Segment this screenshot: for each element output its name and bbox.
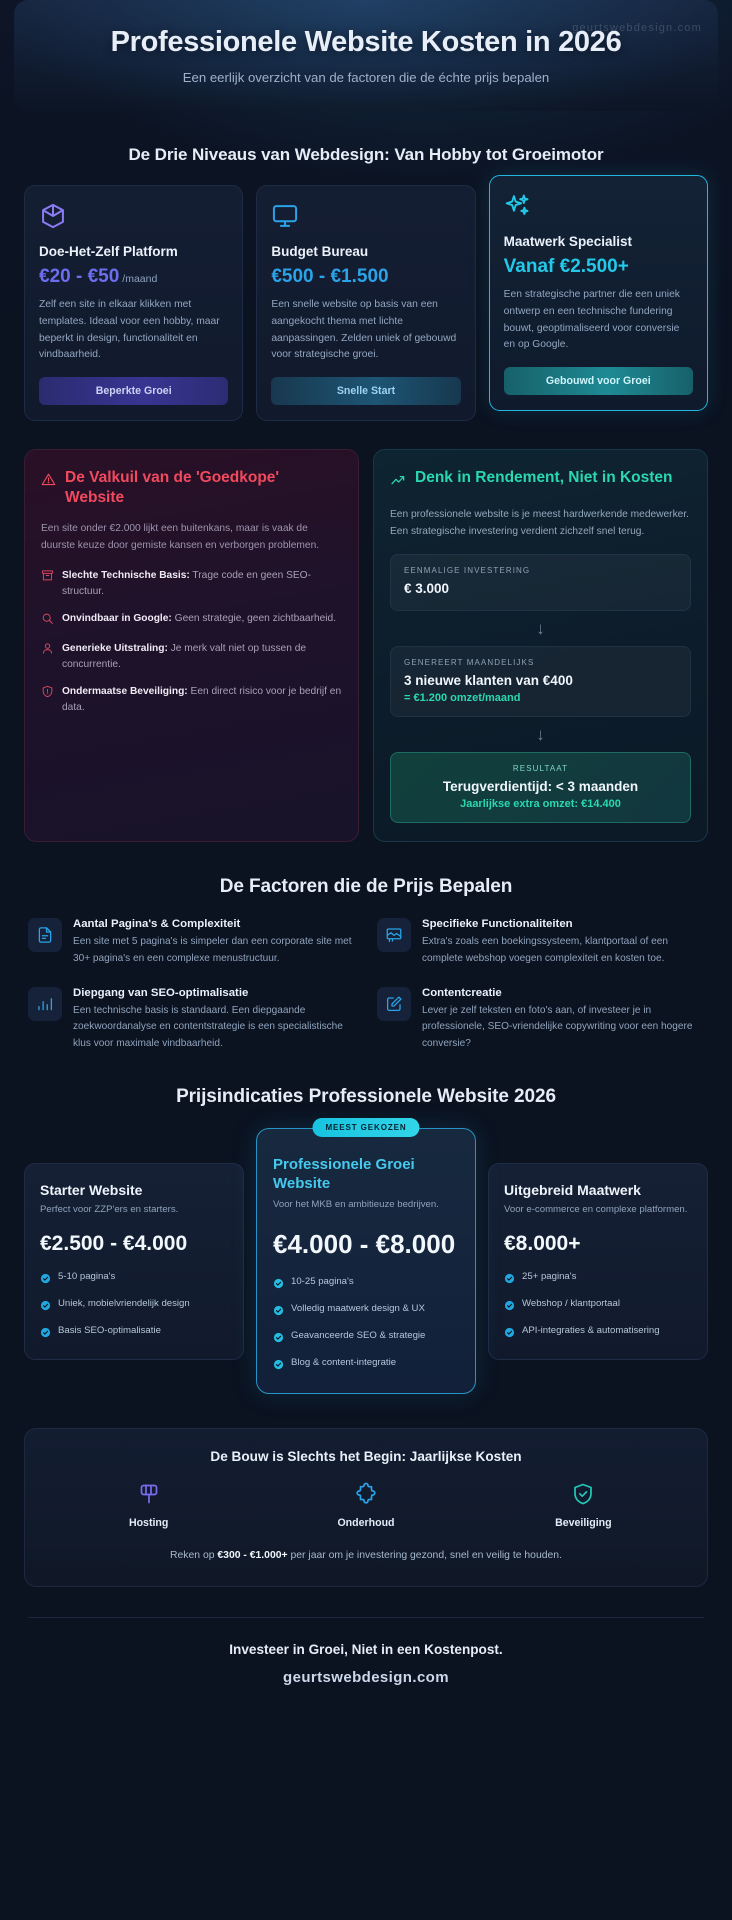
danger-panel xyxy=(24,449,359,842)
factor-text: Extra's zoals een boekingssysteem, klantportaal of een complete webshop voegen complexiteit en kosten toe. xyxy=(422,936,668,964)
pricing-feature: Geavanceerde SEO & strategie xyxy=(273,1329,459,1348)
factor-title: Contentcreatie xyxy=(422,986,502,999)
tier-name: Doe-Het-Zelf Platform xyxy=(39,244,178,260)
risk-text: Ondermaatse Beveiliging: Een direct risico voor je bedrijf en data. xyxy=(62,686,342,713)
pricing-card-name: Uitgebreid Maatwerk xyxy=(504,1181,641,1198)
cube-icon xyxy=(39,202,228,230)
check-circle-icon xyxy=(504,1325,515,1343)
tier-description: Een strategische partner die een uniek ontwerp en een technische fundering bouwt, geoptimaliseerd voor conversie en op Google. xyxy=(503,289,680,351)
pricing-card-price: €2.500 - €4.000 xyxy=(40,1232,188,1256)
factor-text: Een technische basis is standaard. Een diepgaande zoekwoordanalyse en contentstrategie is een specialistische klus voor maximale vindbaarheid. xyxy=(73,1004,343,1049)
trend-up-icon xyxy=(390,472,406,493)
check-circle-icon xyxy=(273,1276,284,1294)
recurring-note: Reken op €300 - €1.000+ per jaar om je investering gezond, snel en veilig te houden. xyxy=(170,1550,562,1562)
footer-domain: geurtswebdesign.com xyxy=(283,1669,449,1687)
factor-item-functionality xyxy=(377,918,704,967)
tier-name: Maatwerk Specialist xyxy=(503,234,632,250)
arrow-down-icon: ↓ xyxy=(536,618,545,638)
recurring-item-hosting xyxy=(45,1482,252,1529)
pricing-feature-list xyxy=(273,1275,459,1375)
pencil-square-icon xyxy=(377,987,411,1021)
tiers-section-title: De Drie Niveaus van Webdesign: Van Hobby tot Groeimotor xyxy=(128,145,604,165)
check-circle-icon xyxy=(504,1298,515,1316)
tier-card-maatwerk xyxy=(489,175,708,411)
tier-card-budget xyxy=(256,185,475,421)
recurring-item-list xyxy=(45,1482,687,1529)
tier-button-beperkte-groei[interactable]: Beperkte Groei xyxy=(39,377,228,405)
pricing-feature: Uniek, mobielvriendelijk design xyxy=(40,1297,228,1316)
factors-section-title: De Factoren die de Prijs Bepalen xyxy=(219,876,513,898)
pricing-feature: 25+ pagina's xyxy=(504,1270,692,1289)
factor-list xyxy=(28,918,704,1052)
recurring-item-label: Beveiliging xyxy=(555,1517,612,1530)
roi-value: Terugverdientijd: < 3 maanden xyxy=(442,778,639,794)
tier-card-list xyxy=(24,185,708,421)
pricing-card-name: Professionele Groei Website xyxy=(273,1155,415,1193)
risk-item xyxy=(41,611,342,630)
pricing-feature-list xyxy=(504,1270,692,1343)
page-footer xyxy=(0,1618,732,1712)
risk-text: Generieke Uitstraling: Je merk valt niet op tussen de concurrentie. xyxy=(62,643,307,671)
success-panel xyxy=(373,449,708,842)
check-circle-icon xyxy=(273,1357,284,1375)
tier-price-suffix: /maand xyxy=(122,272,158,285)
pricing-feature-list xyxy=(40,1270,228,1343)
footer-tagline: Investeer in Groei, Niet in een Kostenpost. xyxy=(229,1642,503,1658)
shield-alert-icon xyxy=(41,685,54,703)
warning-triangle-icon xyxy=(41,472,56,492)
pricing-card-list xyxy=(24,1122,708,1395)
pricing-card-starter xyxy=(24,1163,244,1360)
roi-value: € 3.000 xyxy=(404,581,450,597)
success-panel-header xyxy=(390,468,691,493)
layout-image-icon xyxy=(377,918,411,952)
roi-subvalue: Jaarlijkse extra omzet: €14.400 xyxy=(460,798,621,811)
tier-description: Een snelle website op basis van een aangekocht thema met lichte aanpassingen. Zelden uniek of gebouwd voor strategische groei. xyxy=(271,299,457,361)
success-panel-title: Denk in Rendement, Niet in Kosten xyxy=(415,469,673,487)
pricing-card-professionele-groei xyxy=(256,1122,476,1395)
pricing-card-name: Starter Website xyxy=(40,1181,143,1198)
most-chosen-badge: MEEST GEKOZEN xyxy=(312,1118,419,1137)
pricing-card-tagline: Perfect voor ZZP'ers en starters. xyxy=(40,1203,179,1215)
pricing-feature: 10-25 pagina's xyxy=(273,1275,459,1294)
roi-subvalue: = €1.200 omzet/maand xyxy=(404,691,521,704)
pricing-card-tagline: Voor e-commerce en complexe platformen. xyxy=(504,1203,688,1215)
puzzle-icon xyxy=(262,1482,469,1508)
pricing-card-price: €4.000 - €8.000 xyxy=(273,1229,456,1260)
factor-text: Een site met 5 pagina's is simpeler dan een corporate site met 30+ pagina's en een complexe menustructuur. xyxy=(73,936,352,964)
sparkles-icon xyxy=(504,192,693,220)
pricing-feature: Basis SEO-optimalisatie xyxy=(40,1324,228,1343)
pricing-feature: Webshop / klantportaal xyxy=(504,1297,692,1316)
factor-item-pages xyxy=(28,918,355,967)
recurring-item-label: Hosting xyxy=(128,1517,169,1530)
recurring-title: De Bouw is Slechts het Begin: Jaarlijkse Kosten xyxy=(210,1449,522,1465)
check-circle-icon xyxy=(504,1271,515,1289)
success-panel-lead: Een professionele website is je meest hardwerkende medewerker. Een strategische investering verdient zichzelf snel terug. xyxy=(390,509,689,538)
hero-header xyxy=(14,0,718,111)
tier-price: €20 - €50 /maand xyxy=(39,265,158,287)
document-icon xyxy=(28,918,62,952)
pricing-feature: Blog & content-integratie xyxy=(273,1356,459,1375)
check-circle-icon xyxy=(40,1325,51,1343)
pricing-card-uitgebreid-maatwerk xyxy=(488,1163,708,1360)
tier-card-diy xyxy=(24,185,243,421)
risk-item xyxy=(41,641,342,673)
tier-button-snelle-start[interactable]: Snelle Start xyxy=(271,377,460,405)
roi-label: RESULTAAT xyxy=(512,763,569,773)
pricing-feature: API-integraties & automatisering xyxy=(504,1324,692,1343)
watermark-text: geurtswebdesign.com xyxy=(572,22,702,34)
factor-title: Specifieke Functionaliteiten xyxy=(422,918,573,931)
check-circle-icon xyxy=(40,1271,51,1289)
comparison-panels xyxy=(24,449,708,842)
server-icon xyxy=(45,1482,252,1508)
roi-label: GENEREERT MAANDELIJKS xyxy=(404,657,535,667)
factor-item-content xyxy=(377,987,704,1052)
risk-item xyxy=(41,568,342,600)
factor-item-seo xyxy=(28,987,355,1052)
tier-price: €500 - €1.500 xyxy=(271,265,389,287)
user-icon xyxy=(41,642,54,660)
pricing-feature: 5-10 pagina's xyxy=(40,1270,228,1289)
bar-chart-icon xyxy=(28,987,62,1021)
roi-step-investment xyxy=(390,554,691,610)
tier-button-gebouwd-voor-groei[interactable]: Gebouwd voor Groei xyxy=(504,367,693,395)
factor-text: Lever je zelf teksten en foto's aan, of investeer je in professionele, SEO-vriendelijke copywriting voor een hogere conversie? xyxy=(422,1004,693,1049)
risk-text: Slechte Technische Basis: Trage code en geen SEO-structuur. xyxy=(62,570,311,598)
risk-list xyxy=(41,568,342,715)
tier-price: Vanaf €2.500+ xyxy=(503,255,629,277)
roi-value: 3 nieuwe klanten van €400 xyxy=(404,672,573,688)
danger-panel-lead: Een site onder €2.000 lijkt een buitenkans, maar is vaak de duurste keuze door gemiste kansen en verborgen problemen. xyxy=(41,523,320,552)
tier-name: Budget Bureau xyxy=(271,244,369,260)
recurring-item-onderhoud xyxy=(262,1482,469,1529)
roi-label: EENMALIGE INVESTERING xyxy=(404,566,531,576)
recurring-costs-panel xyxy=(24,1428,708,1587)
page-title: Professionele Website Kosten in 2026 xyxy=(110,26,622,58)
danger-panel-header xyxy=(41,468,342,507)
shield-check-icon xyxy=(480,1482,687,1508)
factor-title: Diepgang van SEO-optimalisatie xyxy=(73,986,249,999)
pricing-section-title: Prijsindicaties Professionele Website 2026 xyxy=(176,1085,556,1107)
check-circle-icon xyxy=(40,1298,51,1316)
roi-step-result xyxy=(390,752,691,823)
recurring-item-label: Onderhoud xyxy=(337,1517,395,1530)
risk-text: Onvindbaar in Google: Geen strategie, geen zichtbaarheid. xyxy=(62,613,337,625)
pricing-card-tagline: Voor het MKB en ambitieuze bedrijven. xyxy=(273,1198,439,1210)
page-subtitle: Een eerlijk overzicht van de factoren die de échte prijs bepalen xyxy=(182,70,550,86)
tier-description: Zelf een site in elkaar klikken met templates. Ideaal voor een hobby, maar beperkt in design, functionaliteit en vindbaarheid. xyxy=(39,299,220,361)
recurring-item-beveiliging xyxy=(480,1482,687,1529)
factor-title: Aantal Pagina's & Complexiteit xyxy=(73,918,241,931)
arrow-down-icon: ↓ xyxy=(536,724,545,744)
risk-item xyxy=(41,684,342,716)
roi-step-monthly xyxy=(390,646,691,717)
check-circle-icon xyxy=(273,1303,284,1321)
danger-panel-title: De Valkuil van de 'Goedkope' Website xyxy=(65,469,280,506)
pricing-card-price: €8.000+ xyxy=(504,1232,581,1256)
monitor-icon xyxy=(271,202,460,230)
pricing-feature: Volledig maatwerk design & UX xyxy=(273,1302,459,1321)
archive-icon xyxy=(41,569,54,587)
search-icon xyxy=(41,612,54,630)
check-circle-icon xyxy=(273,1330,284,1348)
